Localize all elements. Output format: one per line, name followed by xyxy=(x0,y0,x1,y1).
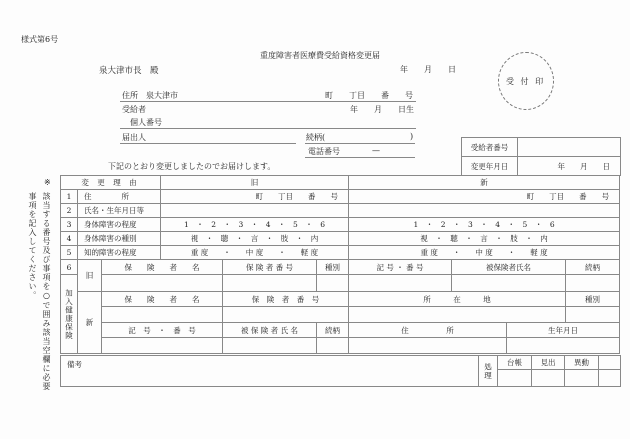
old-symbol-number-field[interactable] xyxy=(349,275,452,292)
table-row[interactable] xyxy=(61,232,620,246)
remarks-field[interactable] xyxy=(61,356,479,387)
old-insurer-name-field[interactable] xyxy=(102,275,223,292)
old-insurer-name-header: 保 険 者 名 xyxy=(102,260,223,275)
new-type-field[interactable] xyxy=(566,307,620,323)
row-number: 3 xyxy=(61,218,78,232)
header-old: 旧 xyxy=(161,176,349,190)
relationship-label: 続柄( xyxy=(306,133,326,142)
header-change-reason: 変 更 理 由 xyxy=(61,176,161,190)
table-row[interactable] xyxy=(61,246,620,260)
table-row[interactable] xyxy=(61,218,620,232)
relationship-underline xyxy=(305,143,415,144)
new-symbol-number-header: 記 号 ・ 番 号 xyxy=(102,323,223,338)
row-number: 5 xyxy=(61,246,78,260)
note-line2: 事項を記入してください。 xyxy=(28,192,37,300)
submission-date[interactable]: 年 月 日 xyxy=(400,65,456,74)
row-label: 知的障害の程度 xyxy=(78,246,161,260)
old-value[interactable]: 視 ・ 聴 ・ 言 ・ 肢 ・ 内 xyxy=(161,232,349,246)
new-value[interactable] xyxy=(349,204,620,218)
addressee: 泉大津市長 殿 xyxy=(99,66,159,76)
table-row[interactable] xyxy=(61,204,620,218)
old-relationship-field[interactable] xyxy=(566,275,620,292)
stamp-label: 受 付 印 xyxy=(506,77,546,86)
change-date-field[interactable]: 年 月 日 xyxy=(518,157,621,176)
row-label: 身体障害の種別 xyxy=(78,232,161,246)
row-label: 氏名・生年月日等 xyxy=(78,204,161,218)
address-field[interactable]: 町 丁目 番 号 xyxy=(325,91,413,100)
header-new: 新 xyxy=(349,176,620,190)
table-row[interactable] xyxy=(61,190,620,204)
new-relationship-header: 続柄 xyxy=(317,323,349,338)
new-location-header: 所 在 地 xyxy=(349,292,566,307)
insurance-new-label: 新 xyxy=(78,292,102,354)
old-insured-name-field[interactable] xyxy=(452,275,566,292)
address-label: 住所 泉大津市 xyxy=(122,91,178,100)
change-table xyxy=(60,175,620,354)
new-address-field[interactable] xyxy=(349,338,507,354)
recipient-info-box xyxy=(461,137,621,176)
new-insurer-name-header: 保 険 者 名 xyxy=(102,292,223,307)
note-mark: ※ xyxy=(44,178,51,187)
processing-transfer-header: 異動 xyxy=(565,356,599,370)
new-value[interactable]: 重 度 ・ 中 度 ・ 軽 度 xyxy=(349,246,620,260)
old-type-header: 種別 xyxy=(317,260,349,275)
row-number: 6 xyxy=(61,260,78,275)
new-insured-name-header: 被 保 険 者 氏 名 xyxy=(223,323,317,338)
processing-index-field[interactable] xyxy=(532,370,565,387)
processing-label: 処理 xyxy=(479,356,498,387)
row-number: 1 xyxy=(61,190,78,204)
row-number: 2 xyxy=(61,204,78,218)
new-location-field[interactable] xyxy=(349,307,566,323)
form-title: 重度障害者医療費受給資格変更届 xyxy=(260,51,380,60)
old-value[interactable]: 1 ・ 2 ・ 3 ・ 4 ・ 5 ・ 6 xyxy=(161,218,349,232)
old-type-field[interactable] xyxy=(317,275,349,292)
recipient-number-label: 受給者番号 xyxy=(462,138,518,157)
remarks-table xyxy=(60,355,621,387)
notifier-underline xyxy=(120,143,296,144)
recipient-underline xyxy=(120,128,416,129)
old-insured-name-header: 被保険者氏名 xyxy=(452,260,566,275)
insurance-label: 加入健康保険 xyxy=(61,275,78,354)
personal-number-label: 個人番号 xyxy=(130,118,162,127)
new-address-header: 住 所 xyxy=(349,323,507,338)
insurance-old-label: 旧 xyxy=(78,260,102,292)
intro-text: 下記のとおり変更しましたのでお届けします。 xyxy=(108,162,276,171)
notifier-label: 届出人 xyxy=(122,133,146,142)
remarks-label: 備考 xyxy=(67,360,82,369)
processing-extra-field[interactable] xyxy=(599,370,621,387)
phone-dash: — xyxy=(372,146,380,155)
new-relationship-field[interactable] xyxy=(317,338,349,354)
old-symbol-number-header: 記 号 ・ 番 号 xyxy=(349,260,452,275)
new-insurer-number-header: 保 険 者 番 号 xyxy=(223,292,349,307)
new-insurer-number-field[interactable] xyxy=(223,307,349,323)
new-value[interactable]: 1 ・ 2 ・ 3 ・ 4 ・ 5 ・ 6 xyxy=(349,218,620,232)
new-value[interactable]: 視 ・ 聴 ・ 言 ・ 肢 ・ 内 xyxy=(349,232,620,246)
new-symbol-number-field[interactable] xyxy=(102,338,223,354)
new-birthdate-field[interactable] xyxy=(507,338,620,354)
old-insurer-number-field[interactable] xyxy=(223,275,317,292)
form-number: 様式第6号 xyxy=(21,35,59,44)
processing-index-header: 見出 xyxy=(532,356,565,370)
processing-ledger-field[interactable] xyxy=(498,370,532,387)
old-value[interactable]: 重 度 ・ 中 度 ・ 軽 度 xyxy=(161,246,349,260)
new-insured-name-field[interactable] xyxy=(223,338,317,354)
change-date-label: 変更年月日 xyxy=(462,157,518,176)
note-line1: 該当する番号及び事項を○で囲み該当空欄に必要 xyxy=(42,192,51,391)
row-number: 4 xyxy=(61,232,78,246)
old-insurer-number-header: 保 険 者 番 号 xyxy=(223,260,317,275)
new-value[interactable]: 町 丁目 番 号 xyxy=(349,190,620,204)
birthdate-field[interactable]: 年 月 日生 xyxy=(350,105,414,114)
address-underline xyxy=(120,101,416,102)
new-insurer-name-field[interactable] xyxy=(102,307,223,323)
phone-label: 電話番号 xyxy=(308,147,340,156)
old-relationship-header: 続柄 xyxy=(566,260,620,275)
recipient-label: 受給者 xyxy=(122,105,146,114)
processing-transfer-field[interactable] xyxy=(565,370,599,387)
recipient-number-field[interactable] xyxy=(518,138,621,157)
processing-ledger-header: 台帳 xyxy=(498,356,532,370)
old-value[interactable] xyxy=(161,204,349,218)
row-label: 住 所 xyxy=(78,190,161,204)
relationship-close: ) xyxy=(410,132,414,141)
row-label: 身体障害の程度 xyxy=(78,218,161,232)
new-type-header: 種別 xyxy=(566,292,620,307)
old-value[interactable]: 町 丁目 番 号 xyxy=(161,190,349,204)
phone-underline[interactable] xyxy=(305,157,415,158)
new-birthdate-header: 生年月日 xyxy=(507,323,620,338)
processing-extra-header xyxy=(599,356,621,370)
